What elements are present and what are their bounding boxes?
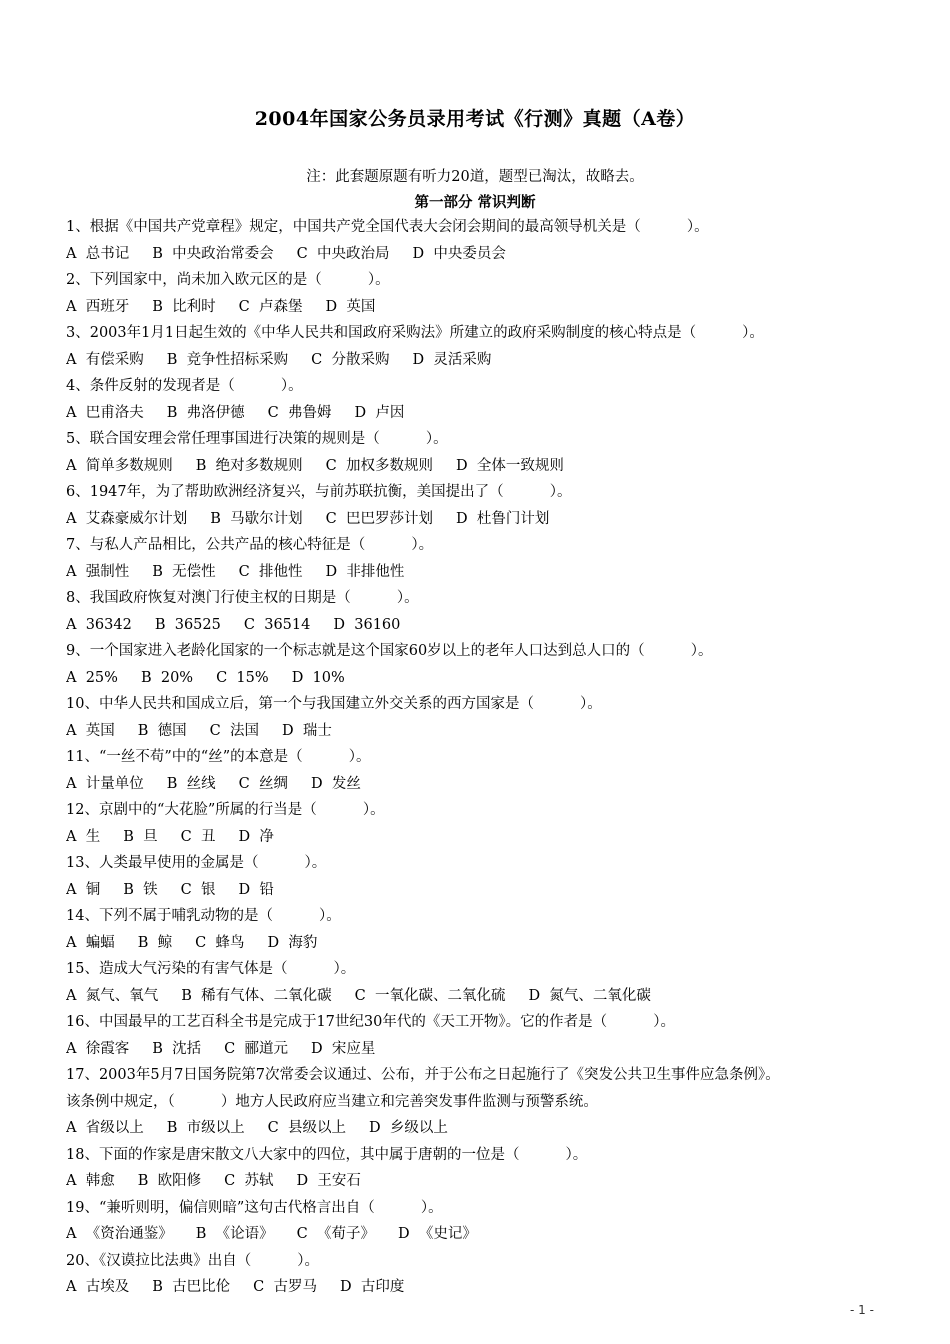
question-line: 5、联合国安理会常任理事国进行决策的规则是（ ）。 — [66, 431, 448, 447]
question-line: 2、下列国家中，尚未加入欧元区的是（ ）。 — [66, 272, 390, 288]
answer-options: A 简单多数规则 B 绝对多数规则 C 加权多数规则 D 全体一致规则 — [66, 457, 564, 474]
question-line: 16、中国最早的工艺百科全书是完成于17世纪30年代的《天工开物》。它的作者是（ ）。 — [66, 1014, 675, 1030]
question-line: 14、下列不属于哺乳动物的是（ ）。 — [66, 908, 341, 924]
answer-options: A 韩愈 B 欧阳修 C 苏轼 D 王安石 — [66, 1173, 361, 1189]
answer-options: A 古埃及 B 古巴比伦 C 古罗马 D 古印度 — [66, 1279, 405, 1295]
question-line: 4、条件反射的发现者是（ ）。 — [66, 378, 303, 394]
answer-options: A 艾森豪威尔计划 B 马歇尔计划 C 巴巴罗莎计划 D 杜鲁门计划 — [66, 510, 550, 527]
question-line: 20、《汉谟拉比法典》出自（ ）。 — [66, 1252, 320, 1269]
question-line: 3、2003年1月1日起生效的《中华人民共和国政府采购法》所建立的政府采购制度的核心特点是（ ）。 — [66, 325, 764, 341]
page-number: - 1 - — [850, 1303, 874, 1317]
page-note: 注：此套题原题有听力20道，题型已淘汰，故略去。 — [306, 169, 644, 185]
answer-options: A 计量单位 B 丝线 C 丝绸 D 发丝 — [66, 775, 361, 792]
answer-options: A 省级以上 B 市级以上 C 县级以上 D 乡级以上 — [66, 1120, 448, 1136]
question-line: 9、一个国家进入老龄化国家的一个标志就是这个国家60岁以上的老年人口达到总人口的（ ）。 — [66, 643, 713, 659]
question-line: 10、中华人民共和国成立后，第一个与我国建立外交关系的西方国家是（ ）。 — [66, 696, 602, 712]
answer-options: A 蝙蝠 B 鲸 C 蜂鸟 D 海豹 — [66, 934, 318, 951]
question-line: 8、我国政府恢复对澳门行使主权的日期是（ ）。 — [66, 590, 419, 606]
question-line: 6、1947年，为了帮助欧洲经济复兴，与前苏联抗衡，美国提出了（ ）。 — [66, 484, 572, 500]
question-line: 15、造成大气污染的有害气体是（ ）。 — [66, 961, 356, 977]
answer-options: A 25% B 20% C 15% D 10% — [66, 669, 345, 686]
page-title: 2004年国家公务员录用考试《行测》真题（A卷） — [254, 108, 696, 130]
question-line: 11、“一丝不苟”中的“丝”的本意是（ ）。 — [66, 749, 371, 765]
question-line: 7、与私人产品相比，公共产品的核心特征是（ ）。 — [66, 537, 434, 553]
section-heading: 第一部分 常识判断 — [414, 194, 536, 211]
answer-options: A 《资治通鉴》 B 《论语》 C 《荀子》 D 《史记》 — [66, 1226, 477, 1242]
answer-options: A 徐霞客 B 沈括 C 郦道元 D 宋应星 — [66, 1040, 376, 1057]
question-line: 18、下面的作家是唐宋散文八大家中的四位，其中属于唐朝的一位是（ ）。 — [66, 1146, 588, 1163]
answer-options: A 巴甫洛夫 B 弗洛伊德 C 弗鲁姆 D 卢因 — [66, 404, 405, 421]
question-line: 19、“兼听则明，偏信则暗”这句古代格言出自（ ）。 — [66, 1199, 443, 1216]
question-line: 17、2003年5月7日国务院第7次常委会议通过、公布，并于公布之日起施行了《突发公共卫生事件应急条例》。 — [66, 1067, 780, 1083]
question-line-continued: 该条例中规定，（ ）地方人民政府应当建立和完善突发事件监测与预警系统。 — [66, 1093, 598, 1110]
answer-options: A 英国 B 德国 C 法国 D 瑞士 — [66, 722, 332, 739]
answer-options: A 铜 B 铁 C 银 D 铅 — [66, 881, 274, 898]
answer-options: A 生 B 旦 C 丑 D 净 — [66, 828, 274, 845]
question-line: 12、京剧中的“大花脸”所属的行当是（ ）。 — [66, 802, 385, 818]
question-line: 13、人类最早使用的金属是（ ）。 — [66, 855, 327, 871]
answer-options: A 氮气、氧气 B 稀有气体、二氧化碳 C 一氧化碳、二氧化硫 D 氮气、二氧化碳 — [66, 987, 651, 1004]
answer-options: A 总书记 B 中央政治常委会 C 中央政治局 D 中央委员会 — [66, 245, 506, 262]
answer-options: A 有偿采购 B 竞争性招标采购 C 分散采购 D 灵活采购 — [66, 351, 492, 368]
answer-options: A 西班牙 B 比利时 C 卢森堡 D 英国 — [66, 298, 376, 315]
question-line: 1、根据《中国共产党章程》规定，中国共产党全国代表大会闭会期间的最高领导机关是（ ）。 — [66, 219, 709, 235]
answer-options: A 36342 B 36525 C 36514 D 36160 — [66, 616, 401, 633]
question-list — [66, 214, 896, 1301]
answer-options: A 强制性 B 无偿性 C 排他性 D 非排他性 — [66, 563, 405, 580]
